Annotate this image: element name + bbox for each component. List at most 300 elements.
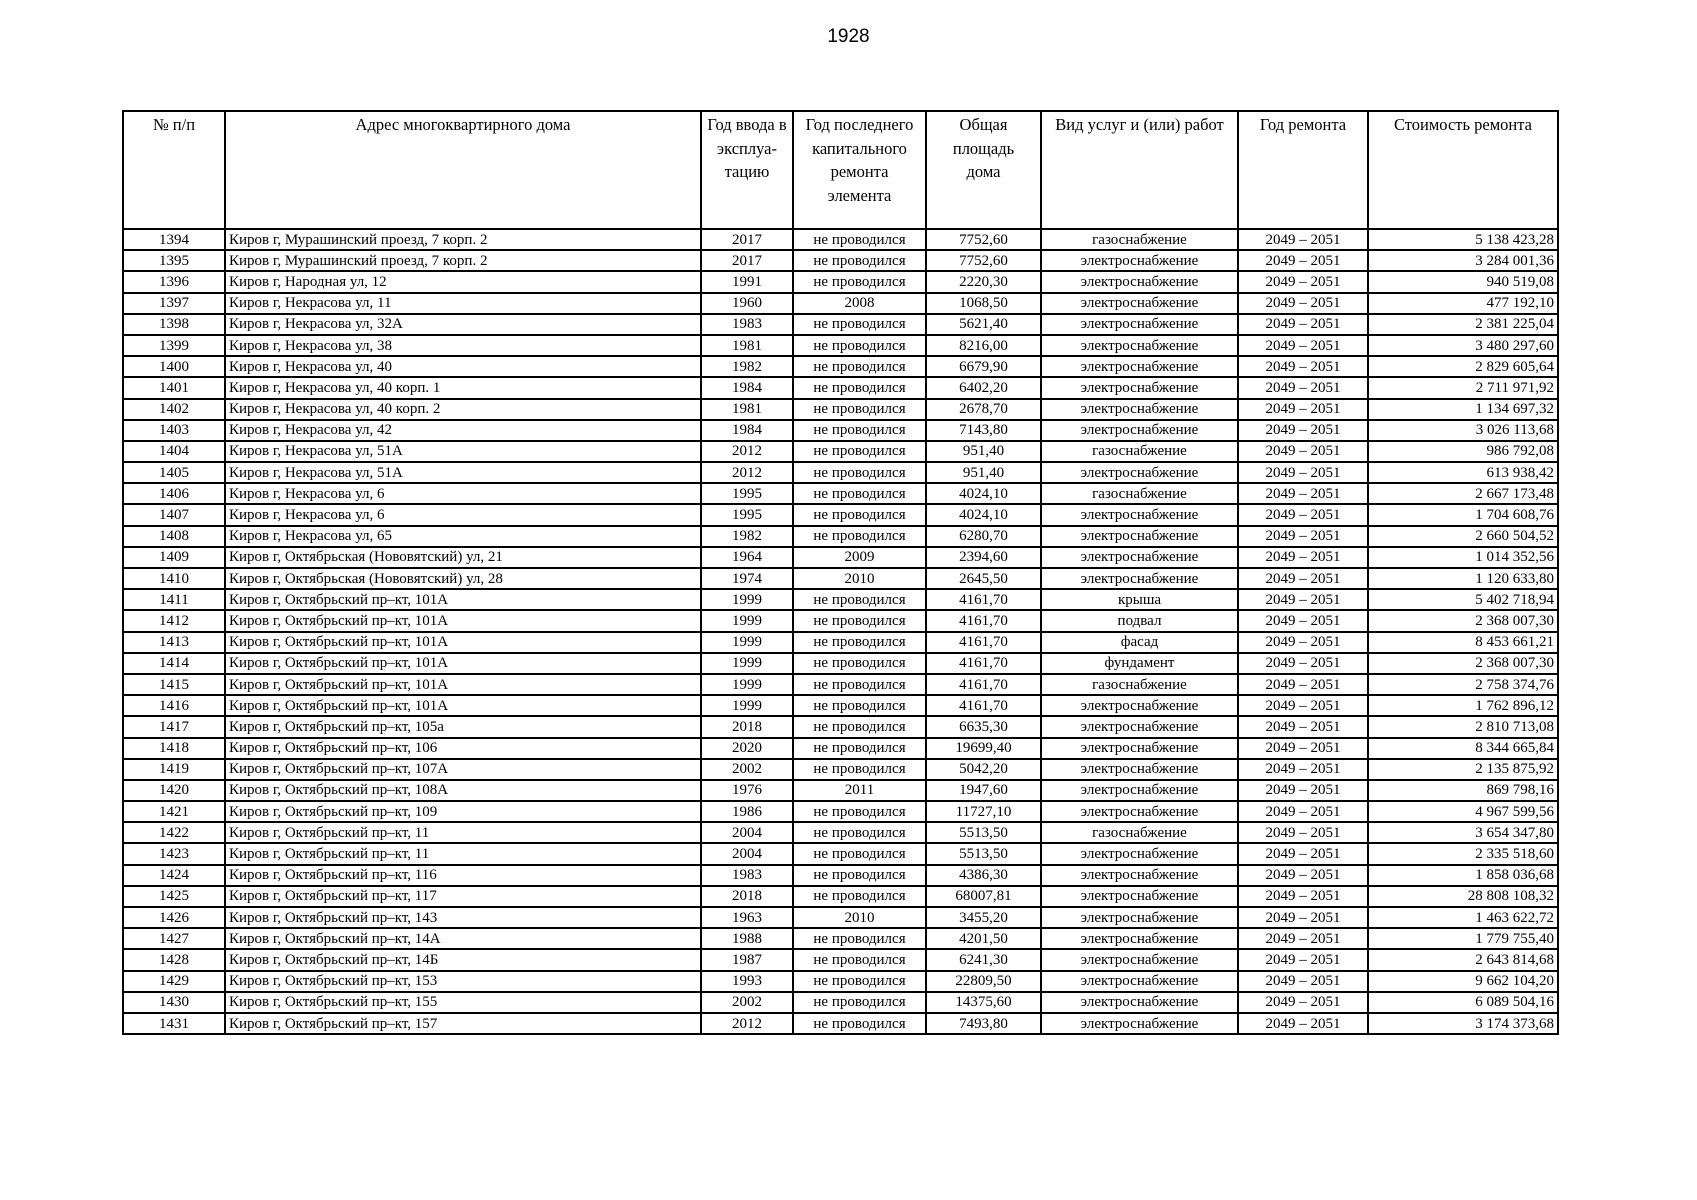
cell-area: 5621,40 [926, 314, 1041, 335]
cell-last-repair: не проводился [793, 356, 926, 377]
cell-year-built: 2004 [701, 822, 793, 843]
cell-area: 6402,20 [926, 377, 1041, 398]
cell-last-repair: не проводился [793, 632, 926, 653]
cell-last-repair: 2010 [793, 568, 926, 589]
cell-num: 1416 [123, 695, 225, 716]
cell-service: электроснабжение [1041, 843, 1238, 864]
cell-num: 1409 [123, 547, 225, 568]
cell-service: электроснабжение [1041, 399, 1238, 420]
cell-address: Киров г, Октябрьский пр–кт, 157 [225, 1013, 701, 1034]
cell-year-built: 2020 [701, 738, 793, 759]
table-row [123, 716, 1558, 737]
table-row [123, 335, 1558, 356]
cell-last-repair: не проводился [793, 250, 926, 271]
table-row [123, 653, 1558, 674]
cell-cost: 986 792,08 [1368, 441, 1558, 462]
table-row [123, 271, 1558, 292]
cell-cost: 940 519,08 [1368, 271, 1558, 292]
cell-last-repair: 2008 [793, 293, 926, 314]
cell-repair-years: 2049 – 2051 [1238, 780, 1368, 801]
cell-service: фундамент [1041, 653, 1238, 674]
cell-cost: 2 368 007,30 [1368, 610, 1558, 631]
cell-address: Киров г, Некрасова ул, 40 корп. 1 [225, 377, 701, 398]
cell-cost: 5 138 423,28 [1368, 229, 1558, 250]
cell-repair-years: 2049 – 2051 [1238, 716, 1368, 737]
cell-repair-years: 2049 – 2051 [1238, 801, 1368, 822]
cell-address: Киров г, Октябрьский пр–кт, 101А [225, 653, 701, 674]
cell-service: электроснабжение [1041, 949, 1238, 970]
header-repair-years: Год ремонта [1238, 111, 1368, 229]
cell-address: Киров г, Октябрьский пр–кт, 101А [225, 610, 701, 631]
cell-repair-years: 2049 – 2051 [1238, 462, 1368, 483]
cell-area: 68007,81 [926, 886, 1041, 907]
cell-year-built: 1991 [701, 271, 793, 292]
cell-num: 1411 [123, 589, 225, 610]
table-row [123, 462, 1558, 483]
cell-repair-years: 2049 – 2051 [1238, 229, 1368, 250]
cell-cost: 1 704 608,76 [1368, 504, 1558, 525]
cell-cost: 8 344 665,84 [1368, 738, 1558, 759]
cell-last-repair: не проводился [793, 1013, 926, 1034]
cell-service: электроснабжение [1041, 335, 1238, 356]
cell-service: электроснабжение [1041, 992, 1238, 1013]
table-row [123, 377, 1558, 398]
cell-address: Киров г, Октябрьский пр–кт, 116 [225, 865, 701, 886]
cell-service: газоснабжение [1041, 441, 1238, 462]
page-number: 1928 [827, 26, 870, 47]
cell-address: Киров г, Октябрьский пр–кт, 11 [225, 843, 701, 864]
cell-area: 2220,30 [926, 271, 1041, 292]
table-row [123, 441, 1558, 462]
cell-area: 6635,30 [926, 716, 1041, 737]
cell-year-built: 1982 [701, 526, 793, 547]
cell-year-built: 1999 [701, 632, 793, 653]
cell-cost: 2 135 875,92 [1368, 759, 1558, 780]
cell-year-built: 1981 [701, 399, 793, 420]
header-service: Вид услуг и (или) работ [1041, 111, 1238, 229]
cell-last-repair: не проводился [793, 653, 926, 674]
table-row [123, 504, 1558, 525]
cell-repair-years: 2049 – 2051 [1238, 865, 1368, 886]
cell-num: 1425 [123, 886, 225, 907]
cell-last-repair: не проводился [793, 420, 926, 441]
cell-address: Киров г, Октябрьский пр–кт, 14А [225, 928, 701, 949]
cell-address: Киров г, Октябрьский пр–кт, 109 [225, 801, 701, 822]
table-row [123, 314, 1558, 335]
cell-last-repair: не проводился [793, 695, 926, 716]
table-row [123, 759, 1558, 780]
cell-service: электроснабжение [1041, 250, 1238, 271]
cell-repair-years: 2049 – 2051 [1238, 399, 1368, 420]
table-row [123, 547, 1558, 568]
cell-cost: 2 660 504,52 [1368, 526, 1558, 547]
cell-service: электроснабжение [1041, 907, 1238, 928]
cell-area: 4161,70 [926, 695, 1041, 716]
cell-area: 4201,50 [926, 928, 1041, 949]
table-row [123, 780, 1558, 801]
cell-repair-years: 2049 – 2051 [1238, 504, 1368, 525]
cell-year-built: 1999 [701, 695, 793, 716]
cell-year-built: 1964 [701, 547, 793, 568]
cell-year-built: 1983 [701, 865, 793, 886]
cell-num: 1430 [123, 992, 225, 1013]
cell-num: 1423 [123, 843, 225, 864]
cell-cost: 2 829 605,64 [1368, 356, 1558, 377]
cell-repair-years: 2049 – 2051 [1238, 928, 1368, 949]
cell-num: 1401 [123, 377, 225, 398]
cell-year-built: 2012 [701, 1013, 793, 1034]
cell-area: 19699,40 [926, 738, 1041, 759]
cell-repair-years: 2049 – 2051 [1238, 293, 1368, 314]
cell-service: газоснабжение [1041, 483, 1238, 504]
cell-last-repair: не проводился [793, 610, 926, 631]
table-row [123, 801, 1558, 822]
cell-address: Киров г, Мурашинский проезд, 7 корп. 2 [225, 229, 701, 250]
cell-service: электроснабжение [1041, 780, 1238, 801]
cell-cost: 2 667 173,48 [1368, 483, 1558, 504]
cell-area: 7752,60 [926, 229, 1041, 250]
cell-repair-years: 2049 – 2051 [1238, 843, 1368, 864]
cell-address: Киров г, Октябрьский пр–кт, 106 [225, 738, 701, 759]
cell-service: электроснабжение [1041, 568, 1238, 589]
cell-address: Киров г, Некрасова ул, 6 [225, 504, 701, 525]
cell-num: 1424 [123, 865, 225, 886]
cell-area: 6241,30 [926, 949, 1041, 970]
cell-repair-years: 2049 – 2051 [1238, 695, 1368, 716]
cell-num: 1406 [123, 483, 225, 504]
cell-last-repair: не проводился [793, 738, 926, 759]
cell-address: Киров г, Некрасова ул, 32А [225, 314, 701, 335]
cell-last-repair: не проводился [793, 483, 926, 504]
table-row [123, 907, 1558, 928]
cell-cost: 1 014 352,56 [1368, 547, 1558, 568]
cell-area: 7752,60 [926, 250, 1041, 271]
cell-cost: 869 798,16 [1368, 780, 1558, 801]
cell-service: электроснабжение [1041, 271, 1238, 292]
cell-num: 1400 [123, 356, 225, 377]
cell-service: электроснабжение [1041, 314, 1238, 335]
cell-service: электроснабжение [1041, 420, 1238, 441]
table-row [123, 293, 1558, 314]
table-row [123, 822, 1558, 843]
table-row [123, 610, 1558, 631]
cell-year-built: 1981 [701, 335, 793, 356]
cell-year-built: 1984 [701, 420, 793, 441]
cell-year-built: 2017 [701, 250, 793, 271]
cell-last-repair: не проводился [793, 504, 926, 525]
cell-area: 5513,50 [926, 843, 1041, 864]
cell-area: 2678,70 [926, 399, 1041, 420]
cell-repair-years: 2049 – 2051 [1238, 653, 1368, 674]
cell-area: 22809,50 [926, 971, 1041, 992]
cell-service: электроснабжение [1041, 504, 1238, 525]
cell-repair-years: 2049 – 2051 [1238, 335, 1368, 356]
cell-repair-years: 2049 – 2051 [1238, 632, 1368, 653]
cell-area: 5513,50 [926, 822, 1041, 843]
cell-num: 1412 [123, 610, 225, 631]
cell-area: 4024,10 [926, 504, 1041, 525]
cell-cost: 5 402 718,94 [1368, 589, 1558, 610]
table-row [123, 865, 1558, 886]
cell-address: Киров г, Октябрьский пр–кт, 107А [225, 759, 701, 780]
cell-area: 3455,20 [926, 907, 1041, 928]
cell-area: 8216,00 [926, 335, 1041, 356]
cell-num: 1420 [123, 780, 225, 801]
cell-service: электроснабжение [1041, 1013, 1238, 1034]
cell-cost: 2 335 518,60 [1368, 843, 1558, 864]
cell-repair-years: 2049 – 2051 [1238, 886, 1368, 907]
cell-year-built: 2018 [701, 886, 793, 907]
cell-area: 951,40 [926, 441, 1041, 462]
cell-last-repair: не проводился [793, 971, 926, 992]
cell-repair-years: 2049 – 2051 [1238, 547, 1368, 568]
header-address: Адрес многоквартирного дома [225, 111, 701, 229]
cell-year-built: 2002 [701, 759, 793, 780]
cell-last-repair: не проводился [793, 992, 926, 1013]
cell-repair-years: 2049 – 2051 [1238, 250, 1368, 271]
cell-area: 4024,10 [926, 483, 1041, 504]
cell-cost: 1 779 755,40 [1368, 928, 1558, 949]
cell-address: Киров г, Октябрьский пр–кт, 155 [225, 992, 701, 1013]
header-last-repair: Год последнего капитального ремонта элемента [793, 111, 926, 229]
cell-year-built: 1974 [701, 568, 793, 589]
table-row [123, 250, 1558, 271]
cell-area: 1068,50 [926, 293, 1041, 314]
cell-repair-years: 2049 – 2051 [1238, 610, 1368, 631]
table-row [123, 632, 1558, 653]
cell-num: 1403 [123, 420, 225, 441]
cell-repair-years: 2049 – 2051 [1238, 1013, 1368, 1034]
cell-address: Киров г, Народная ул, 12 [225, 271, 701, 292]
cell-num: 1402 [123, 399, 225, 420]
cell-year-built: 1999 [701, 674, 793, 695]
cell-cost: 2 810 713,08 [1368, 716, 1558, 737]
cell-area: 4161,70 [926, 653, 1041, 674]
cell-cost: 8 453 661,21 [1368, 632, 1558, 653]
header-num: № п/п [123, 111, 225, 229]
cell-num: 1422 [123, 822, 225, 843]
cell-cost: 1 463 622,72 [1368, 907, 1558, 928]
cell-cost: 477 192,10 [1368, 293, 1558, 314]
cell-service: электроснабжение [1041, 462, 1238, 483]
cell-repair-years: 2049 – 2051 [1238, 822, 1368, 843]
cell-cost: 3 284 001,36 [1368, 250, 1558, 271]
table-row [123, 949, 1558, 970]
cell-service: электроснабжение [1041, 971, 1238, 992]
cell-year-built: 1999 [701, 589, 793, 610]
table-row [123, 886, 1558, 907]
cell-address: Киров г, Октябрьский пр–кт, 153 [225, 971, 701, 992]
cell-address: Киров г, Октябрьский пр–кт, 108А [225, 780, 701, 801]
cell-num: 1426 [123, 907, 225, 928]
cell-last-repair: не проводился [793, 674, 926, 695]
table-row [123, 420, 1558, 441]
cell-num: 1398 [123, 314, 225, 335]
cell-year-built: 2004 [701, 843, 793, 864]
cell-cost: 6 089 504,16 [1368, 992, 1558, 1013]
cell-num: 1404 [123, 441, 225, 462]
cell-num: 1429 [123, 971, 225, 992]
table-row [123, 589, 1558, 610]
cell-num: 1419 [123, 759, 225, 780]
cell-area: 7143,80 [926, 420, 1041, 441]
table-row [123, 928, 1558, 949]
cell-cost: 9 662 104,20 [1368, 971, 1558, 992]
cell-address: Киров г, Мурашинский проезд, 7 корп. 2 [225, 250, 701, 271]
cell-cost: 1 762 896,12 [1368, 695, 1558, 716]
cell-service: электроснабжение [1041, 716, 1238, 737]
cell-num: 1395 [123, 250, 225, 271]
table-row [123, 843, 1558, 864]
cell-last-repair: не проводился [793, 928, 926, 949]
table-row [123, 695, 1558, 716]
cell-num: 1397 [123, 293, 225, 314]
cell-service: газоснабжение [1041, 674, 1238, 695]
cell-year-built: 1963 [701, 907, 793, 928]
cell-area: 4161,70 [926, 632, 1041, 653]
cell-last-repair: не проводился [793, 949, 926, 970]
cell-address: Киров г, Октябрьский пр–кт, 11 [225, 822, 701, 843]
cell-last-repair: не проводился [793, 801, 926, 822]
cell-cost: 1 134 697,32 [1368, 399, 1558, 420]
cell-year-built: 2002 [701, 992, 793, 1013]
cell-year-built: 1988 [701, 928, 793, 949]
table-row [123, 738, 1558, 759]
cell-year-built: 1986 [701, 801, 793, 822]
table-header [123, 111, 1558, 229]
table-row [123, 674, 1558, 695]
cell-last-repair: не проводился [793, 314, 926, 335]
cell-address: Киров г, Некрасова ул, 40 корп. 2 [225, 399, 701, 420]
cell-service: крыша [1041, 589, 1238, 610]
cell-address: Киров г, Некрасова ул, 6 [225, 483, 701, 504]
cell-area: 4386,30 [926, 865, 1041, 886]
cell-service: газоснабжение [1041, 229, 1238, 250]
cell-address: Киров г, Октябрьский пр–кт, 101А [225, 632, 701, 653]
cell-cost: 3 480 297,60 [1368, 335, 1558, 356]
cell-address: Киров г, Некрасова ул, 42 [225, 420, 701, 441]
cell-area: 4161,70 [926, 674, 1041, 695]
cell-repair-years: 2049 – 2051 [1238, 314, 1368, 335]
cell-num: 1421 [123, 801, 225, 822]
cell-num: 1405 [123, 462, 225, 483]
cell-service: электроснабжение [1041, 526, 1238, 547]
cell-area: 6280,70 [926, 526, 1041, 547]
cell-year-built: 1983 [701, 314, 793, 335]
cell-area: 951,40 [926, 462, 1041, 483]
cell-last-repair: 2011 [793, 780, 926, 801]
cell-area: 11727,10 [926, 801, 1041, 822]
cell-year-built: 1999 [701, 610, 793, 631]
cell-cost: 2 758 374,76 [1368, 674, 1558, 695]
cell-cost: 4 967 599,56 [1368, 801, 1558, 822]
cell-address: Киров г, Октябрьский пр–кт, 101А [225, 589, 701, 610]
cell-repair-years: 2049 – 2051 [1238, 271, 1368, 292]
cell-repair-years: 2049 – 2051 [1238, 949, 1368, 970]
repair-registry-table [122, 110, 1559, 1035]
cell-area: 14375,60 [926, 992, 1041, 1013]
cell-area: 2645,50 [926, 568, 1041, 589]
cell-num: 1394 [123, 229, 225, 250]
cell-service: электроснабжение [1041, 695, 1238, 716]
header-area: Общая площадь дома [926, 111, 1041, 229]
cell-area: 5042,20 [926, 759, 1041, 780]
cell-repair-years: 2049 – 2051 [1238, 674, 1368, 695]
cell-address: Киров г, Октябрьский пр–кт, 117 [225, 886, 701, 907]
header-year-built: Год ввода в эксплуа-тацию [701, 111, 793, 229]
cell-address: Киров г, Октябрьский пр–кт, 14Б [225, 949, 701, 970]
cell-service: электроснабжение [1041, 886, 1238, 907]
cell-year-built: 1982 [701, 356, 793, 377]
cell-repair-years: 2049 – 2051 [1238, 420, 1368, 441]
cell-num: 1413 [123, 632, 225, 653]
cell-service: электроснабжение [1041, 377, 1238, 398]
cell-address: Киров г, Некрасова ул, 40 [225, 356, 701, 377]
cell-num: 1418 [123, 738, 225, 759]
cell-repair-years: 2049 – 2051 [1238, 356, 1368, 377]
table-row [123, 1013, 1558, 1034]
table-row [123, 568, 1558, 589]
cell-repair-years: 2049 – 2051 [1238, 992, 1368, 1013]
cell-year-built: 2012 [701, 441, 793, 462]
cell-num: 1399 [123, 335, 225, 356]
cell-last-repair: не проводился [793, 526, 926, 547]
cell-num: 1428 [123, 949, 225, 970]
cell-cost: 2 368 007,30 [1368, 653, 1558, 674]
cell-service: электроснабжение [1041, 356, 1238, 377]
cell-address: Киров г, Некрасова ул, 11 [225, 293, 701, 314]
cell-cost: 3 654 347,80 [1368, 822, 1558, 843]
cell-area: 1947,60 [926, 780, 1041, 801]
cell-address: Киров г, Некрасова ул, 51А [225, 462, 701, 483]
header-cost: Стоимость ремонта [1368, 111, 1558, 229]
cell-address: Киров г, Октябрьский пр–кт, 105а [225, 716, 701, 737]
table-row [123, 483, 1558, 504]
cell-cost: 2 711 971,92 [1368, 377, 1558, 398]
cell-last-repair: 2010 [793, 907, 926, 928]
header-row [123, 111, 1558, 229]
cell-cost: 3 174 373,68 [1368, 1013, 1558, 1034]
cell-address: Киров г, Октябрьская (Нововятский) ул, 21 [225, 547, 701, 568]
cell-address: Киров г, Октябрьская (Нововятский) ул, 28 [225, 568, 701, 589]
cell-last-repair: не проводился [793, 843, 926, 864]
cell-address: Киров г, Октябрьский пр–кт, 101А [225, 674, 701, 695]
cell-repair-years: 2049 – 2051 [1238, 738, 1368, 759]
cell-last-repair: не проводился [793, 759, 926, 780]
cell-year-built: 2017 [701, 229, 793, 250]
cell-repair-years: 2049 – 2051 [1238, 568, 1368, 589]
cell-year-built: 2012 [701, 462, 793, 483]
cell-cost: 1 858 036,68 [1368, 865, 1558, 886]
cell-year-built: 1987 [701, 949, 793, 970]
cell-service: подвал [1041, 610, 1238, 631]
table-row [123, 229, 1558, 250]
cell-service: электроснабжение [1041, 738, 1238, 759]
cell-year-built: 1995 [701, 483, 793, 504]
cell-address: Киров г, Некрасова ул, 38 [225, 335, 701, 356]
cell-year-built: 1984 [701, 377, 793, 398]
cell-repair-years: 2049 – 2051 [1238, 483, 1368, 504]
cell-last-repair: не проводился [793, 822, 926, 843]
cell-last-repair: 2009 [793, 547, 926, 568]
cell-num: 1396 [123, 271, 225, 292]
cell-num: 1414 [123, 653, 225, 674]
cell-num: 1427 [123, 928, 225, 949]
cell-repair-years: 2049 – 2051 [1238, 589, 1368, 610]
cell-area: 4161,70 [926, 610, 1041, 631]
cell-num: 1417 [123, 716, 225, 737]
cell-year-built: 1999 [701, 653, 793, 674]
